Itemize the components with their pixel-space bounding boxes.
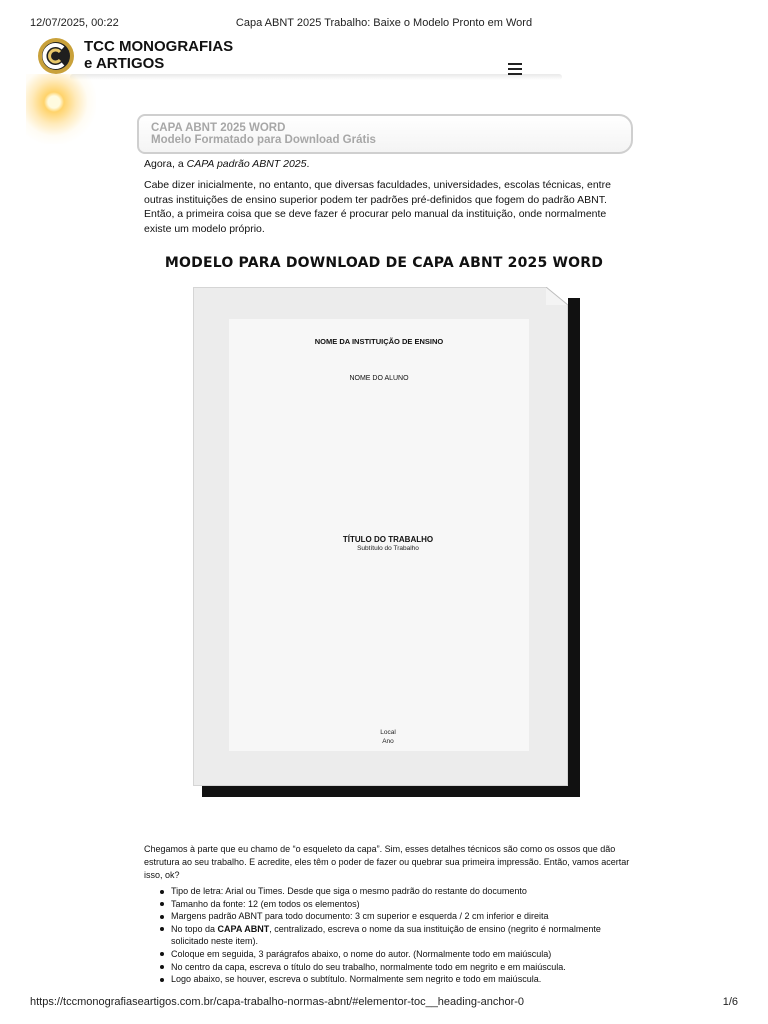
print-datetime: 12/07/2025, 00:22 <box>30 17 119 29</box>
logo-line-2: e ARTIGOS <box>84 55 165 72</box>
heading-box-subtitle: Modelo Formatado para Download Grátis <box>151 134 376 146</box>
list-item: Tipo de letra: Arial ou Times. Desde que siga o mesmo padrão do restante do documento <box>158 885 638 898</box>
list-item-emphasis: CAPA ABNT <box>217 923 270 934</box>
bullet-list <box>158 885 638 986</box>
list-item: No centro da capa, escreva o título do seu trabalho, normalmente todo em negrito e em maiúscula. <box>158 961 638 974</box>
intro-emphasis: CAPA padrão ABNT 2025 <box>186 158 307 170</box>
cover-title: TÍTULO DO TRABALHO <box>342 535 434 544</box>
cover-year: Ano <box>382 738 394 745</box>
logo-icon[interactable] <box>36 36 76 76</box>
print-url: https://tccmonografiaseartigos.com.br/capa-trabalho-normas-abnt/#elementor-toc__heading-anchor-0 <box>30 996 525 1008</box>
decorative-glow <box>26 74 96 144</box>
list-item: Tamanho da fonte: 12 (em todos os elementos) <box>158 898 638 911</box>
site-header <box>30 30 540 78</box>
page-fold-icon <box>546 287 568 305</box>
header-divider-bar <box>70 74 562 80</box>
list-item: Logo abaixo, se houver, escreva o subtítulo. Normalmente sem negrito e todo em maiúscula. <box>158 973 638 986</box>
heading-box <box>137 114 633 154</box>
cover-institution-name: NOME DA INSTITUIÇÃO DE ENSINO <box>314 337 444 346</box>
heading-box-title: CAPA ABNT 2025 WORD <box>151 122 286 134</box>
cover-subtitle: Subtítulo do Trabalho <box>357 545 419 552</box>
list-item: Coloque em seguida, 3 parágrafos abaixo, o nome do autor. (Normalmente todo em maiúscula) <box>158 948 638 961</box>
hamburger-menu-icon[interactable] <box>508 63 522 75</box>
cover-student-name: NOME DO ALUNO <box>349 375 409 382</box>
site-logo-text[interactable] <box>84 38 233 72</box>
outro-paragraph: Chegamos à parte que eu chamo de “o esqueleto da capa”. Sim, esses detalhes técnicos são como os ossos que dão estrutura ao seu trabalho. E acredite, eles têm o poder de fazer ou quebrar sua primeira impressão. Então, vamos acertar isso, ok? <box>144 844 630 880</box>
intro-paragraph: Cabe dizer inicialmente, no entanto, que diversas faculdades, universidades, escolas técnicas, entre outras instituições de ensino superior podem ter padrões pré-definidos que fogem do padrão ABNT. Então, a primeira coisa que se deve fazer é procurar pelo manual da instituição, onde normalmente existe um modelo próprio. <box>144 179 611 235</box>
intro-line: Agora, a CAPA padrão ABNT 2025. <box>144 158 310 170</box>
section-heading: MODELO PARA DOWNLOAD DE CAPA ABNT 2025 WORD <box>164 255 604 271</box>
print-page-counter: 1/6 <box>722 996 738 1008</box>
print-document-title: Capa ABNT 2025 Trabalho: Baixe o Modelo Pronto em Word <box>235 17 533 29</box>
list-item: Margens padrão ABNT para todo documento: 3 cm superior e esquerda / 2 cm inferior e direita <box>158 910 638 923</box>
list-item: No topo da CAPA ABNT, centralizado, escreva o nome da sua instituição de ensino (negrito é normalmente solicitado neste item). <box>158 923 638 948</box>
logo-line-1: TCC MONOGRAFIAS <box>84 38 234 55</box>
cover-place: Local <box>380 729 396 736</box>
